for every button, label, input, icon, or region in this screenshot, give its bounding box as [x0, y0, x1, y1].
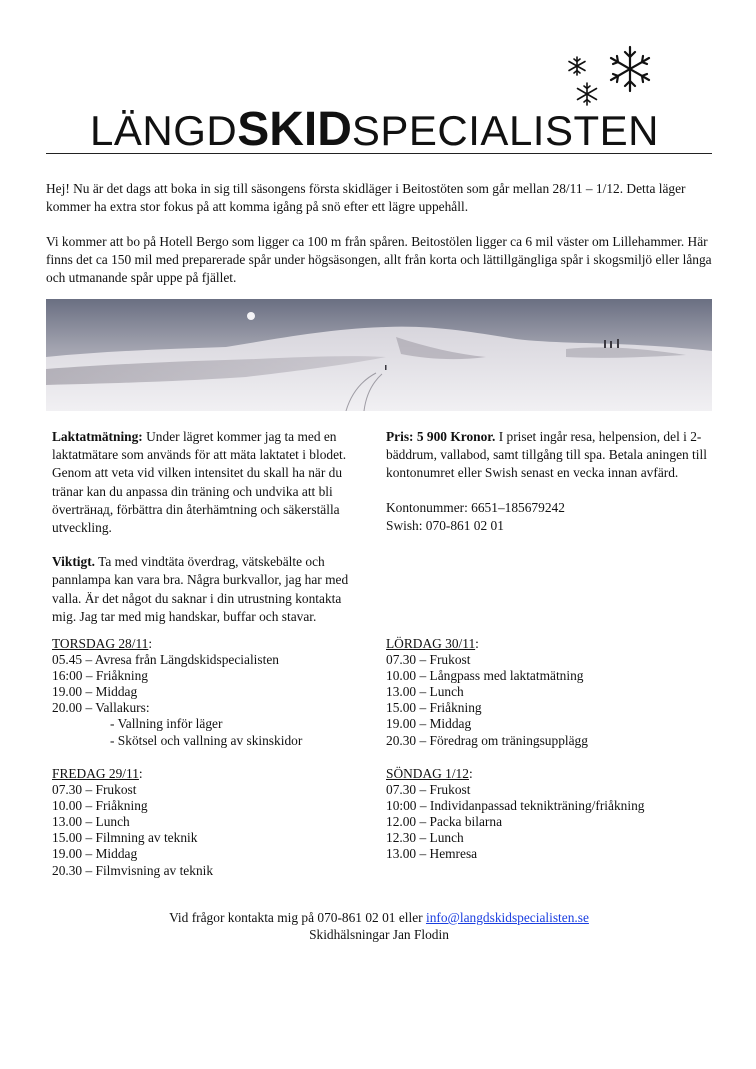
price-text: I priset ingår resa, helpension, del i 2-bäddrum, vallabod, samt tillgång till spa. Betala aningen till kontonumret eller Swish senast en vecka innan avfärd.	[386, 429, 707, 481]
schedule-item: 10.00 – Långpass med laktatmätning	[386, 668, 584, 684]
signature: Skidhälsningar Jan Flodin	[309, 926, 449, 942]
day-title: FREDAG 29/11	[52, 766, 139, 781]
schedule-item: 20.30 – Föredrag om träningsupplägg	[386, 732, 588, 748]
day-heading	[52, 766, 372, 782]
schedule-item: 12.30 – Lunch	[386, 830, 464, 846]
schedule-item: 12.00 – Packa bilarna	[386, 814, 503, 830]
schedule-item: 20.30 – Filmvisning av teknik	[52, 862, 214, 878]
schedule-item: 07.30 – Frukost	[386, 782, 471, 798]
schedule-item: 05.45 – Avresa från Längdskidspecialisten	[52, 652, 279, 668]
important-paragraph	[52, 553, 362, 626]
logo-text-3: SPECIALISTEN	[351, 107, 659, 154]
intro-paragraph-1: Hej! Nu är det dags att boka in sig till säsongens första skidläger i Beitostöten som går mellan 28/11 – 1/12. Detta läger kommer ha extra stor fokus på att komma igång på snö efter ett lägre uppehåll.	[46, 181, 686, 215]
account-number: Kontonummer: 6651–185679242	[386, 499, 565, 515]
schedule-item: 07.30 – Frukost	[386, 652, 471, 668]
schedule-friday	[52, 766, 372, 879]
price-label: Pris: 5 900 Kronor.	[386, 429, 496, 444]
price-paragraph	[386, 428, 711, 483]
logo-text-1: LÄNGD	[90, 107, 238, 154]
schedule-item: 19.00 – Middag	[386, 716, 472, 732]
lactate-text: Under lägret kommer jag ta med en laktatmätare som används för att mäta laktatet i blodet. Genom att veta vid vilken intensitet du skall ha när du tränar kan du anpassa din träning och undvika att bli överträнад, förbättra din återhämtning och säkerställa utveckling.	[52, 429, 347, 536]
schedule-item: 13.00 – Lunch	[386, 684, 464, 700]
day-heading	[52, 636, 372, 652]
email-link[interactable]: info@langdskidspecialisten.se	[425, 910, 589, 925]
footer-contact	[46, 910, 712, 943]
brand-logo	[90, 103, 680, 156]
schedule-item: 19.00 – Middag	[52, 684, 138, 700]
day-suffix: :	[148, 636, 153, 651]
logo-text-2: SKID	[237, 103, 352, 156]
info-right-column	[386, 428, 711, 535]
day-suffix: :	[468, 766, 473, 781]
swish-number: Swish: 070-861 02 01	[386, 517, 504, 533]
day-title: TORSDAG 28/11	[52, 636, 149, 651]
lactate-paragraph	[52, 428, 362, 537]
day-heading	[386, 636, 716, 652]
important-label: Viktigt.	[52, 554, 96, 570]
lactate-label: Laktatmätning:	[52, 429, 143, 444]
schedule-subitem: - Skötsel och vallning av skinskidor	[110, 732, 303, 748]
day-title: SÖNDAG 1/12	[386, 766, 469, 781]
snowflake-icon	[560, 44, 660, 114]
schedule-item: 15.00 – Filmning av teknik	[52, 830, 198, 846]
day-suffix: :	[475, 636, 479, 651]
landscape-photo	[46, 299, 712, 411]
important-text: Ta med vindtäta överdrag, vätskebälte och pannlampa kan vara bra. Några burkvallor, jag har med valla. Är det något du saknar i din utrustning kontakta mig. Jag tar med mig handskar, buffar och stavar.	[52, 554, 349, 624]
header-divider	[46, 153, 712, 154]
intro-paragraph-2: Vi kommer att bo på Hotell Bergo som ligger ca 100 m från spåren. Beitostölen ligger ca 6 mil väster om Lillehammer. Här finns det ca 150 mil med preparerade spår under högsäsongen, allt från korta och lättillgängliga spår i skogsmiljö eller långa och utmanande spår uppe på fjället.	[46, 234, 712, 286]
day-heading	[386, 766, 716, 782]
schedule-item: 10.00 – Friåkning	[52, 798, 148, 814]
schedule-item: 10:00 – Individanpassad teknikträning/friåkning	[386, 798, 645, 814]
schedule-subitem: - Vallning inför läger	[110, 716, 223, 732]
schedule-item: 13.00 – Lunch	[52, 814, 130, 830]
day-suffix: :	[138, 766, 143, 781]
schedule-saturday	[386, 636, 716, 749]
day-title: LÖRDAG 30/11	[386, 636, 476, 651]
schedule-item: 13.00 – Hemresa	[386, 846, 478, 862]
schedule-item: 20.00 – Vallakurs:	[52, 700, 150, 716]
schedule-thursday	[52, 636, 372, 749]
schedule-item: 15.00 – Friåkning	[386, 700, 482, 716]
schedule-item: 19.00 – Middag	[52, 846, 138, 862]
schedule-item: 16:00 – Friåkning	[52, 668, 148, 684]
contact-line	[46, 910, 712, 927]
schedule-sunday	[386, 766, 716, 863]
contact-text: Vid frågor kontakta mig på 070-861 02 01 eller	[169, 910, 426, 925]
schedule-item: 07.30 – Frukost	[52, 782, 137, 798]
payment-details	[386, 499, 711, 535]
info-left-column	[52, 428, 362, 642]
